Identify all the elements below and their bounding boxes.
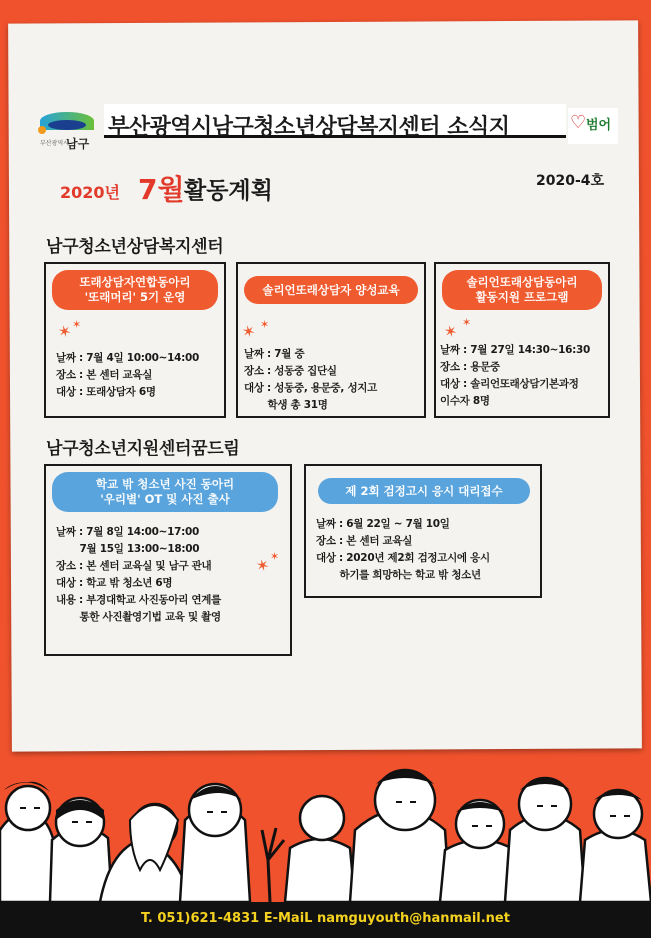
stars-icon: ✶ [441, 320, 460, 343]
card-photo-club-title: 학교 밖 청소년 사진 동아리 '우리별' OT 및 사진 출사 [52, 472, 278, 512]
beomeo-logo: ♡ 범어 [568, 108, 618, 144]
card-solian-training-title: 솔리언또래상담자 양성교육 [244, 276, 418, 304]
namgu-logo [36, 108, 98, 150]
logo-city: 남구 [66, 137, 90, 151]
footer-contact: T. 051)621-4831 E-MaiL namguyouth@hanmail.net [141, 911, 510, 926]
stars-icon: ✶ [239, 320, 258, 343]
card-ged-exam-title: 제 2회 검정고시 응시 대리접수 [318, 478, 530, 504]
stars-icon: ✶ [72, 318, 82, 331]
card-peer-club-details: 날짜 : 7월 4일 10:00~14:00 장소 : 본 센터 교육실 대상 : 또래상담자 6명 [56, 352, 200, 398]
card-solian-training-details: 날짜 : 7월 중 장소 : 성동중 집단실 대상 : 성동중, 용문중, 성지고 학생 총 31명 [244, 348, 377, 411]
crowd-illustration [0, 760, 651, 902]
card-ged-exam-details: 날짜 : 6월 22일 ~ 7월 10일 장소 : 본 센터 교육실 대상 : 2020년 제2회 검정고시에 응시 하기를 희망하는 학교 밖 청소년 [316, 518, 490, 581]
issue-number: 2020-4호 [536, 173, 605, 189]
headline-month: 7월 [138, 173, 185, 206]
card-peer-club-title: 또래상담자연합동아리 '또래머리' 5기 운영 [52, 270, 218, 310]
headline-year: 2020년 [60, 183, 120, 202]
card-solian-club-details: 날짜 : 7월 27일 14:30~16:30 장소 : 용문중 대상 : 솔리언또래상담기본과정 이수자 8명 [440, 344, 591, 407]
stars-icon: ✶ [270, 550, 280, 563]
section1-title: 남구청소년상담복지센터 [46, 237, 224, 257]
newsletter-title: 부산광역시남구청소년상담복지센터 소식지 [108, 115, 510, 140]
card-solian-club-title: 솔리언또래상담동아리 활동지원 프로그램 [442, 270, 602, 310]
beomeo-logo-text: 범어 [586, 118, 612, 133]
headline-plan: 활동계획 [184, 178, 273, 204]
section2-title: 남구청소년지원센터꿈드림 [46, 439, 240, 459]
stars-icon: ✶ [260, 318, 270, 331]
stars-icon: ✶ [462, 316, 472, 329]
logo-caption: 부산광역시 [40, 140, 69, 147]
stars-icon: ✶ [253, 554, 272, 577]
stars-icon: ✶ [55, 320, 74, 343]
card-photo-club-details: 날짜 : 7월 8일 14:00~17:00 7월 15일 13:00~18:00 장소 : 본 센터 교육실 및 남구 관내 대상 : 학교 밖 청소년 6명 내용 : 부경대학교 사진동아리 연계를 통한 사진촬영기법 교육 및 촬영 [56, 526, 221, 623]
